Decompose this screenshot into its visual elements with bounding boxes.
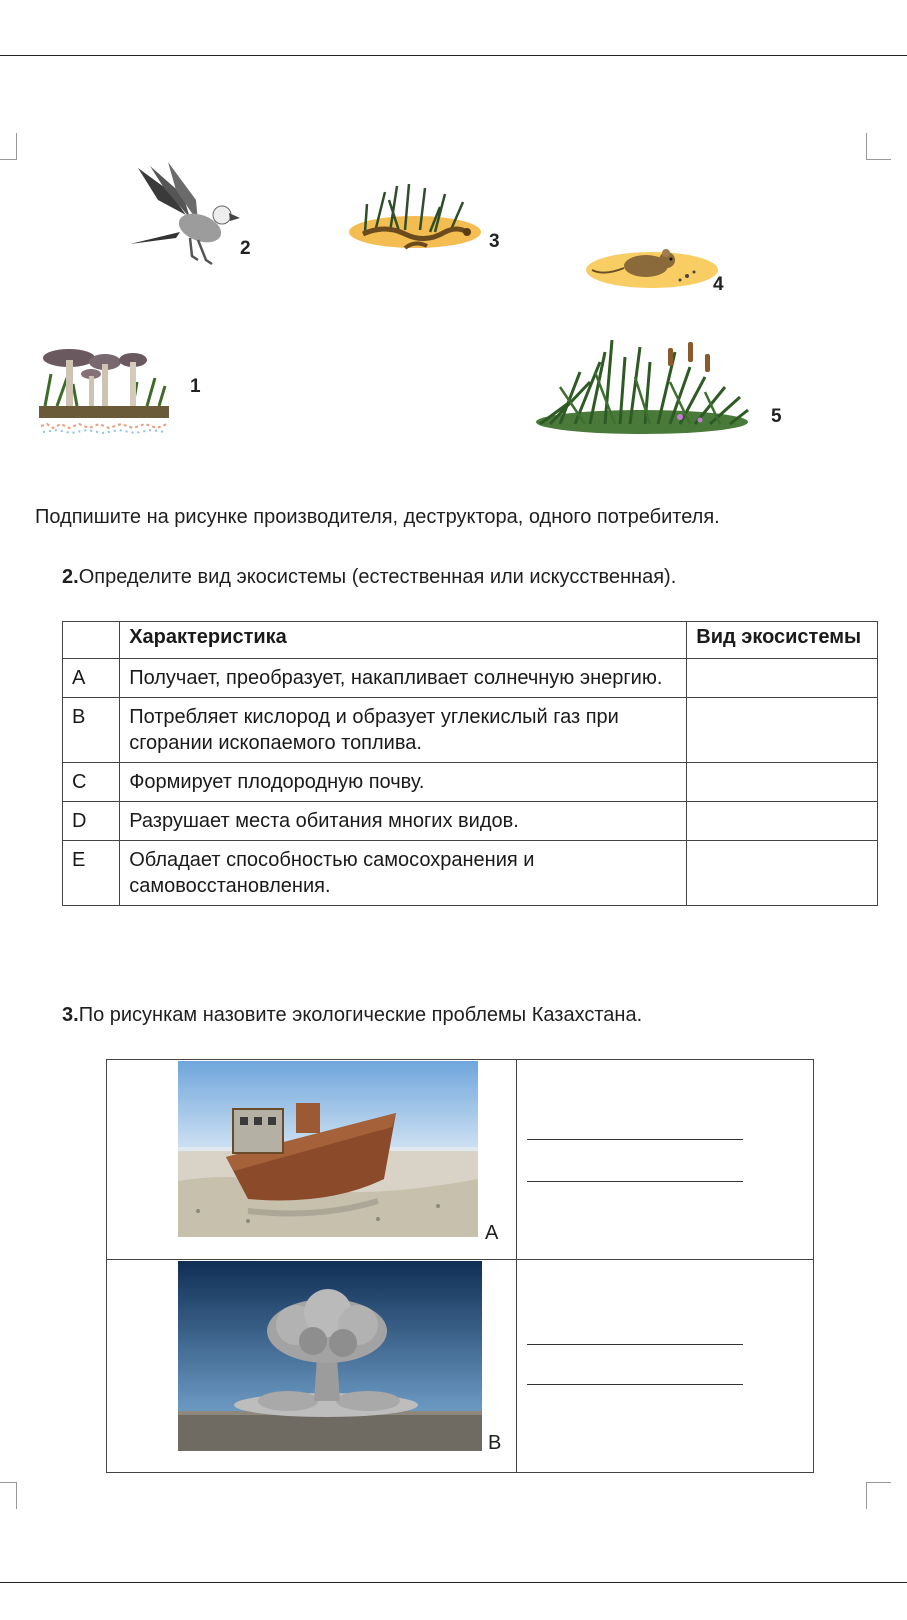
table-row	[63, 659, 878, 698]
row-characteristic: Формирует плодородную почву.	[120, 763, 687, 802]
snake-icon	[345, 182, 485, 257]
row-characteristic: Получает, преобразует, накапливает солнечную энергию.	[120, 659, 687, 698]
photo-label-b: B	[488, 1432, 502, 1454]
task2-number: 2.	[62, 566, 79, 588]
table-row	[63, 802, 878, 841]
crop-mark-bottom-right	[866, 1482, 891, 1509]
bottom-rule	[0, 1582, 907, 1583]
row-characteristic: Обладает способностью самосохранения и самовосстановления.	[120, 841, 687, 906]
table-header-row	[63, 622, 878, 659]
answer-cell-b[interactable]	[517, 1260, 814, 1473]
row-characteristic: Потребляет кислород и образует углекислый газ при сгорании ископаемого топлива.	[120, 698, 687, 763]
answer-line[interactable]	[527, 1139, 743, 1140]
task2-instruction	[62, 566, 676, 589]
picture-number-3: 3	[489, 231, 500, 252]
header-characteristic: Характеристика	[120, 622, 687, 659]
picture-number-2: 2	[240, 238, 251, 259]
answer-line[interactable]	[527, 1384, 743, 1385]
answer-cell-a[interactable]	[517, 1060, 814, 1260]
mouse-icon	[582, 240, 722, 292]
row-letter: A	[63, 659, 120, 698]
ecosystem-table	[62, 621, 878, 906]
task3-text: По рисункам назовите экологические проблемы Казахстана.	[78, 1004, 643, 1026]
row-letter: E	[63, 841, 120, 906]
crop-mark-top-right	[866, 133, 891, 160]
task1-instruction: Подпишите на рисунке производителя, деструктора, одного потребителя.	[35, 506, 720, 528]
grass-icon	[530, 332, 755, 437]
table-row	[107, 1260, 814, 1473]
row-answer-cell[interactable]	[687, 659, 878, 698]
table-row	[63, 698, 878, 763]
row-letter: B	[63, 698, 120, 763]
picture-number-4: 4	[713, 274, 724, 295]
picture-number-5: 5	[771, 406, 782, 427]
picture-number-1: 1	[190, 376, 201, 397]
mushrooms-icon	[37, 344, 173, 436]
photo-cell-a	[107, 1060, 517, 1260]
photo-label-a: A	[485, 1222, 499, 1244]
row-answer-cell[interactable]	[687, 841, 878, 906]
photo-cell-b	[107, 1260, 517, 1473]
stranded-ship-icon	[178, 1061, 478, 1242]
task2-text: Определите вид экосистемы (естественная или искусственная).	[78, 566, 677, 588]
answer-line[interactable]	[527, 1344, 743, 1345]
table-row	[107, 1060, 814, 1260]
crop-mark-bottom-left	[0, 1482, 17, 1509]
row-answer-cell[interactable]	[687, 763, 878, 802]
row-letter: C	[63, 763, 120, 802]
row-answer-cell[interactable]	[687, 698, 878, 763]
header-letter	[63, 622, 120, 659]
row-characteristic: Разрушает места обитания многих видов.	[120, 802, 687, 841]
row-answer-cell[interactable]	[687, 802, 878, 841]
task3-instruction	[62, 1004, 642, 1027]
eagle-icon	[128, 160, 243, 275]
crop-mark-top-left	[0, 133, 17, 160]
table-row	[63, 841, 878, 906]
table-row	[63, 763, 878, 802]
row-letter: D	[63, 802, 120, 841]
task3-number: 3.	[62, 1004, 79, 1026]
answer-line[interactable]	[527, 1181, 743, 1182]
top-rule	[0, 55, 907, 56]
header-ecosystem-type: Вид экосистемы	[687, 622, 878, 659]
mushroom-cloud-icon	[178, 1261, 482, 1456]
problems-table	[106, 1059, 814, 1473]
